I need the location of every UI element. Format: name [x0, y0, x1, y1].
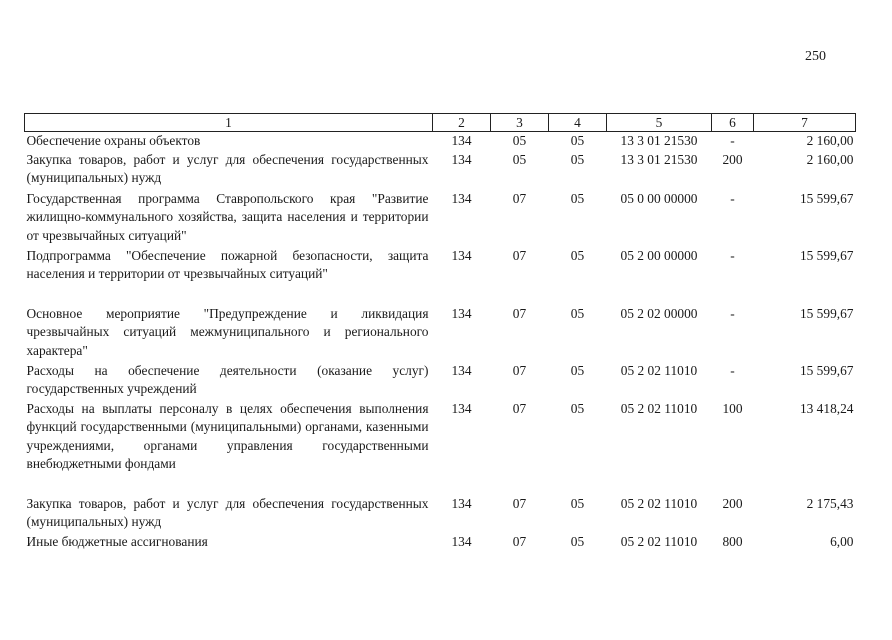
- cell: 07: [512, 533, 527, 549]
- cell: 134: [451, 247, 472, 263]
- cell: -: [730, 190, 735, 206]
- cell: 800: [722, 533, 743, 549]
- cell: 100: [722, 400, 743, 416]
- cell: -: [730, 305, 735, 321]
- cell: 05: [512, 133, 527, 148]
- cell: 15 599,67: [799, 305, 854, 321]
- table-row: [25, 247, 856, 305]
- table-header-row: [25, 114, 856, 132]
- row-name: Закупка товаров, работ и услуг для обеспечения государственных (муниципальных) нужд: [26, 151, 429, 185]
- cell: 13 3 01 21530: [620, 133, 698, 148]
- cell: 05: [570, 190, 585, 206]
- cell: 05 2 02 11010: [620, 400, 698, 416]
- cell: 134: [451, 362, 472, 378]
- cell: 05 2 02 11010: [620, 495, 698, 511]
- cell: 05: [570, 305, 585, 321]
- cell: 13 3 01 21530: [620, 151, 698, 167]
- row-name: Государственная программа Ставропольского края "Развитие жилищно-коммунального хозяйства, защита населения и территории от чрезвычайных ситуаций": [26, 190, 429, 243]
- cell: 6,00: [830, 533, 854, 549]
- cell: 05 2 02 00000: [620, 305, 698, 321]
- cell: 07: [512, 495, 527, 511]
- cell: 05: [512, 151, 527, 167]
- column-header: 4: [549, 114, 607, 132]
- cell: 07: [512, 305, 527, 321]
- row-name: Обеспечение охраны объектов: [26, 133, 201, 148]
- table-row: [25, 400, 856, 495]
- cell: -: [730, 247, 735, 263]
- cell: 2 160,00: [806, 151, 854, 167]
- cell: 134: [451, 305, 472, 321]
- table-row: [25, 533, 856, 552]
- cell: 200: [722, 495, 743, 511]
- cell: 134: [451, 400, 472, 416]
- cell: 2 160,00: [806, 133, 854, 148]
- cell: 05: [570, 495, 585, 511]
- cell: 134: [451, 533, 472, 549]
- table-row: [25, 495, 856, 533]
- cell: -: [730, 133, 735, 148]
- cell: -: [730, 362, 735, 378]
- table-row: [25, 190, 856, 247]
- row-name: Подпрограмма "Обеспечение пожарной безопасности, защита населения и территории от чрезвычайных ситуаций": [26, 247, 429, 281]
- cell: 134: [451, 495, 472, 511]
- cell: 07: [512, 190, 527, 206]
- cell: 05 2 02 11010: [620, 533, 698, 549]
- column-header: 7: [754, 114, 856, 132]
- cell: 134: [451, 133, 472, 148]
- cell: 15 599,67: [799, 190, 854, 206]
- cell: 05 0 00 00000: [620, 190, 698, 206]
- cell: 200: [722, 151, 743, 167]
- page-number: 250: [805, 49, 826, 64]
- cell: 05: [570, 151, 585, 167]
- table-row: [25, 132, 856, 151]
- cell: 13 418,24: [799, 400, 854, 416]
- column-header: 2: [433, 114, 491, 132]
- cell: 15 599,67: [799, 362, 854, 378]
- row-name: Расходы на выплаты персоналу в целях обеспечения выполнения функций государственными (муниципальными) органами, казенными учреждениями, органами управления государственными внебюджетными фондами: [26, 400, 429, 471]
- column-header: 5: [607, 114, 712, 132]
- cell: 05: [570, 133, 585, 148]
- table-row: [25, 151, 856, 190]
- row-name: Основное мероприятие "Предупреждение и ликвидация чрезвычайных ситуаций межмуниципального и регионального характера": [26, 305, 429, 358]
- row-name: Закупка товаров, работ и услуг для обеспечения государственных (муниципальных) нужд: [26, 495, 429, 529]
- cell: 05 2 02 11010: [620, 362, 698, 378]
- column-header: 3: [491, 114, 549, 132]
- row-name: Расходы на обеспечение деятельности (оказание услуг) государственных учреждений: [26, 362, 429, 396]
- column-header: 1: [25, 114, 433, 132]
- row-name: Иные бюджетные ассигнования: [26, 533, 208, 549]
- cell: 134: [451, 151, 472, 167]
- cell: 05 2 00 00000: [620, 247, 698, 263]
- cell: 15 599,67: [799, 247, 854, 263]
- cell: 05: [570, 362, 585, 378]
- table-row: [25, 362, 856, 400]
- cell: 07: [512, 362, 527, 378]
- cell: 07: [512, 400, 527, 416]
- cell: 05: [570, 400, 585, 416]
- cell: 05: [570, 533, 585, 549]
- cell: 07: [512, 247, 527, 263]
- table-row: [25, 305, 856, 362]
- column-header: 6: [712, 114, 754, 132]
- budget-table: [24, 113, 855, 552]
- cell: 2 175,43: [806, 495, 854, 511]
- cell: 134: [451, 190, 472, 206]
- cell: 05: [570, 247, 585, 263]
